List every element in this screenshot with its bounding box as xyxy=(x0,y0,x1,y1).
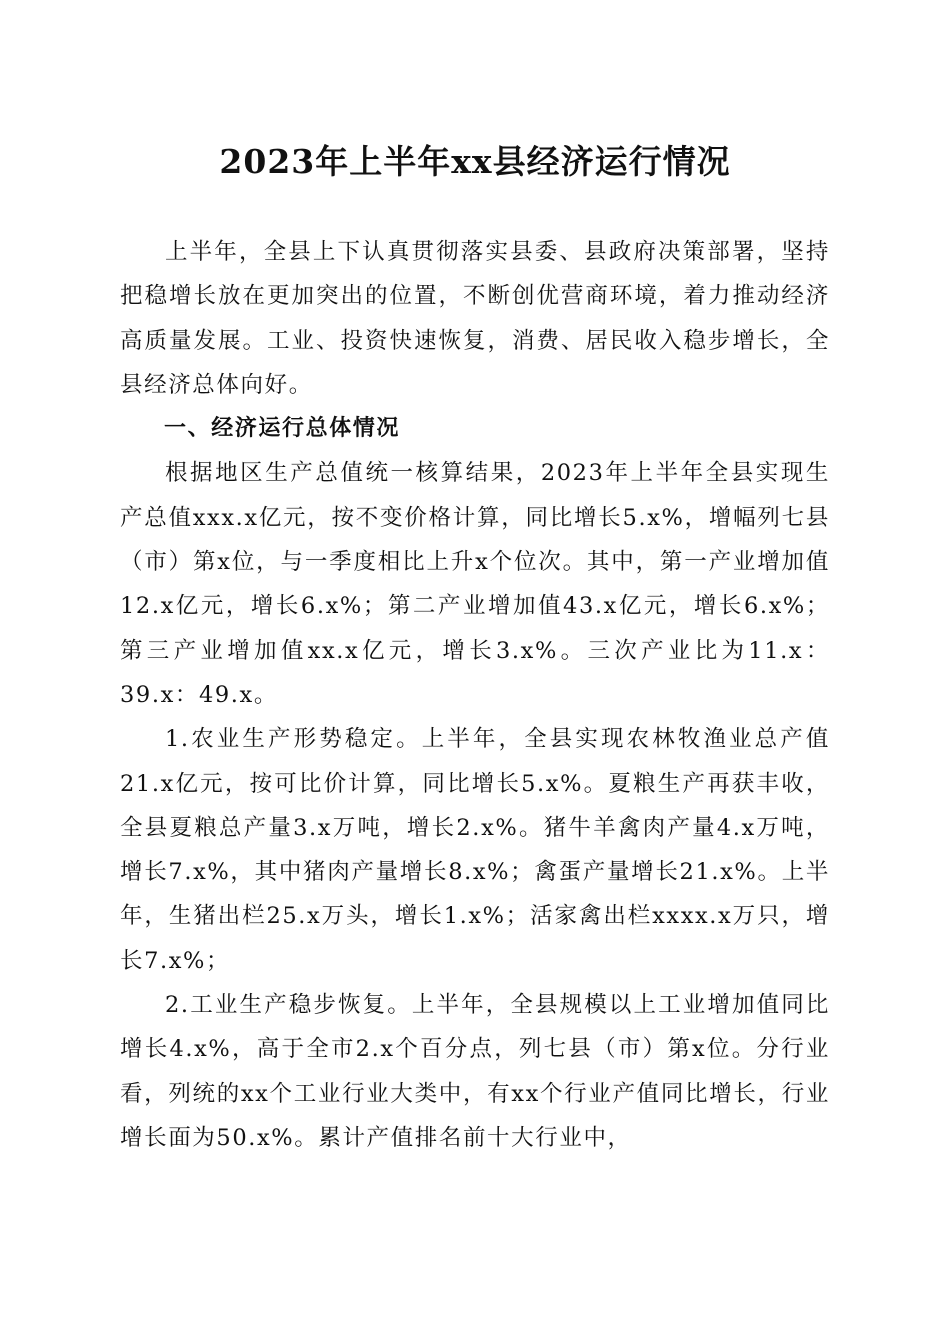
intro-paragraph: 上半年，全县上下认真贯彻落实县委、县政府决策部署，坚持把稳增长放在更加突出的位置，不断创优营商环境，着力推动经济高质量发展。工业、投资快速恢复，消费、居民收入稳步增长，全县经济总体向好。 xyxy=(120,239,830,398)
agriculture-paragraph: 1.农业生产形势稳定。上半年，全县实现农林牧渔业总产值21.x亿元，按可比价计算，同比增长5.x%。夏粮生产再获丰收，全县夏粮总产量3.x万吨，增长2.x%。猪牛羊禽肉产量4.x万吨，增长7.x%，其中猪肉产量增长8.x%；禽蛋产量增长21.x%。上半年，生猪出栏25.x万头，增长1.x%；活家禽出栏xxxx.x万只，增长7.x%； xyxy=(120,726,830,974)
industry-paragraph: 2.工业生产稳步恢复。上半年，全县规模以上工业增加值同比增长4.x%，高于全市2.x个百分点，列七县（市）第x位。分行业看，列统的xx个工业行业大类中，有xx个行业产值同比增长，行业增长面为50.x%。累计产值排名前十大行业中， xyxy=(120,992,830,1151)
document-title: 2023年上半年xx县经济运行情况 xyxy=(219,142,731,181)
document-body xyxy=(120,230,830,1160)
section-heading: 一、经济运行总体情况 xyxy=(164,416,401,442)
overview-paragraph: 根据地区生产总值统一核算结果，2023年上半年全县实现生产总值xxx.x亿元，按不变价格计算，同比增长5.x%，增幅列七县（市）第x位，与一季度相比上升x个位次。其中，第一产业增加值12.x亿元，增长6.x%；第二产业增加值43.x亿元，增长6.x%；第三产业增加值xx.x亿元，增长3.x%。三次产业比为11.x：39.x：49.x。 xyxy=(120,460,830,708)
